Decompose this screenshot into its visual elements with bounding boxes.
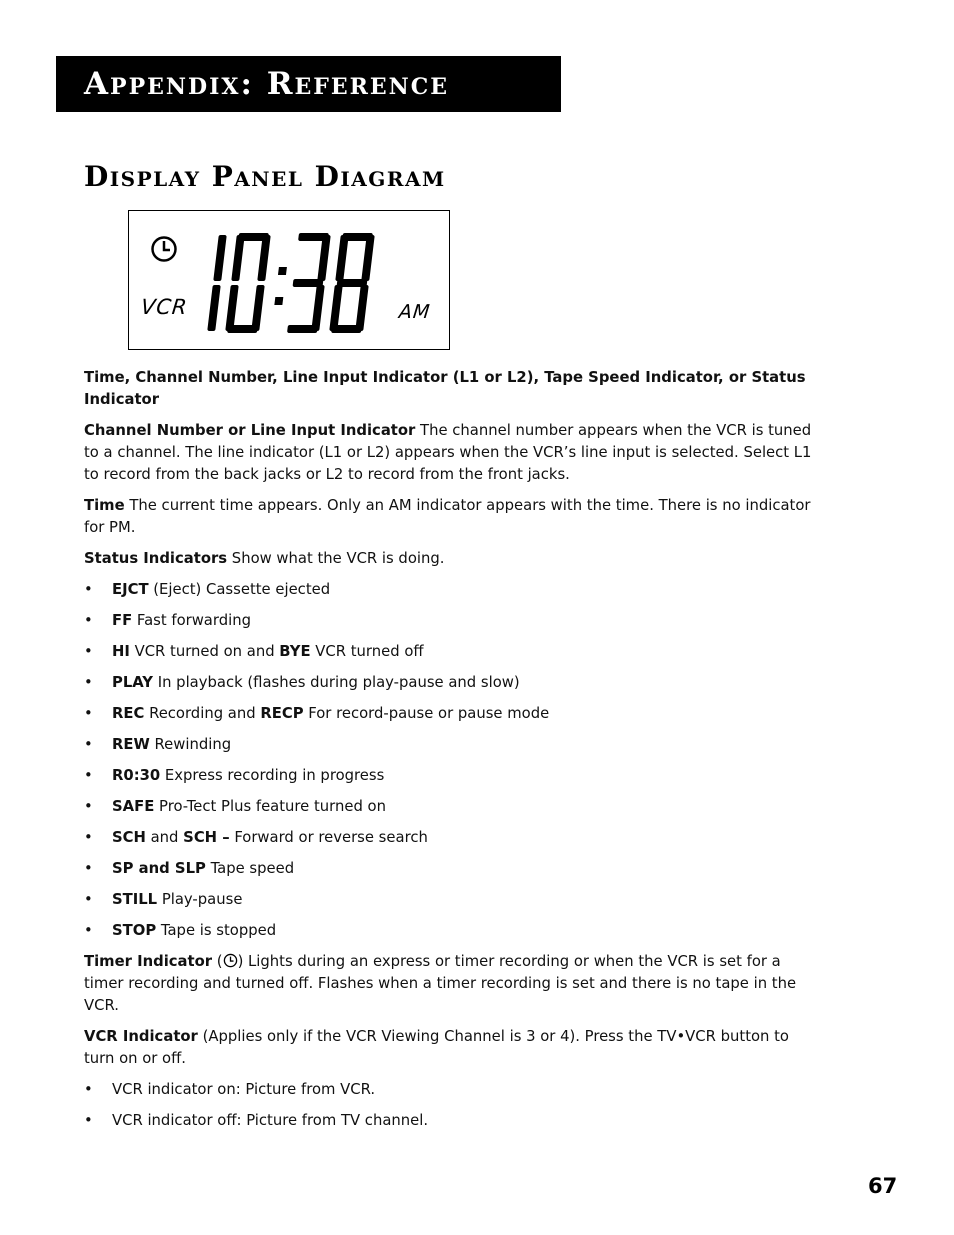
- content: [84, 367, 824, 1141]
- status-paragraph: Status Indicators Show what the VCR is doing.: [84, 550, 445, 567]
- header-title: Appendix: Reference: [84, 66, 450, 102]
- vcr-indicator-list: [84, 1079, 824, 1132]
- lcd-segment: [335, 235, 349, 281]
- list-item: • REW Rewinding: [84, 736, 232, 753]
- list-item: • PLAY In playback (flashes during play-pause and slow): [84, 674, 520, 691]
- lcd-segment: [329, 285, 343, 331]
- lcd-segment: [231, 235, 245, 281]
- vcr-indicator-term: VCR Indicator: [84, 1028, 198, 1045]
- list-item: • SAFE Pro-Tect Plus feature turned on: [84, 798, 386, 815]
- list-item: • STILL Play-pause: [84, 891, 243, 908]
- list-item: • VCR indicator off: Picture from TV channel.: [84, 1112, 429, 1129]
- status-list: [84, 579, 824, 942]
- list-item: • HI VCR turned on and BYE VCR turned off: [84, 643, 424, 660]
- channel-paragraph: Channel Number or Line Input Indicator The channel number appears when the VCR is tuned to a channel. The line indicator (L1 or L2) appears when the VCR’s line input is selected. Select L1 to record from the back jacks or L2 to record from the front jacks.: [84, 422, 812, 483]
- lcd-segment: [207, 285, 221, 331]
- section-title: Display Panel Diagram: [84, 160, 446, 193]
- clock-icon: [223, 953, 238, 968]
- list-item: • REC Recording and RECP For record-pause or pause mode: [84, 705, 550, 722]
- lcd-segment: [355, 285, 369, 331]
- lcd-segment: [213, 235, 227, 281]
- lcd-time-digits: [207, 233, 375, 333]
- lcd-segment: [337, 279, 368, 287]
- am-indicator-label: AM: [397, 301, 432, 323]
- list-item: • STOP Tape is stopped: [84, 922, 277, 939]
- list-item: • FF Fast forwarding: [84, 612, 251, 629]
- channel-term: Channel Number or Line Input Indicator: [84, 422, 416, 439]
- list-item: • SCH and SCH – Forward or reverse search: [84, 829, 428, 846]
- display-panel-diagram: [128, 210, 450, 350]
- vcr-indicator-label: VCR: [139, 295, 189, 319]
- list-item: • EJCT (Eject) Cassette ejected: [84, 581, 331, 598]
- list-item: • VCR indicator on: Picture from VCR.: [84, 1081, 376, 1098]
- lcd-segment: [225, 285, 239, 331]
- lcd-segment: [311, 285, 325, 331]
- list-item: • R0:30 Express recording in progress: [84, 767, 385, 784]
- timer-term: Timer Indicator: [84, 953, 213, 970]
- clock-icon: [153, 238, 176, 261]
- lcd-segment: [257, 235, 271, 281]
- lcd-segment: [287, 325, 318, 333]
- time-paragraph: Time The current time appears. Only an AM indicator appears with the time. There is no indicator for PM.: [84, 497, 811, 536]
- page-number: 67: [868, 1174, 898, 1198]
- status-term: Status Indicators: [84, 550, 228, 567]
- time-term: Time: [84, 497, 125, 514]
- lcd-colon: [274, 297, 283, 305]
- lcd-segment: [361, 235, 375, 281]
- lcd-display: [129, 211, 451, 351]
- intro-heading: Time, Channel Number, Line Input Indicator (L1 or L2), Tape Speed Indicator, or Status Indicator: [84, 369, 806, 408]
- timer-paragraph: Timer Indicator ( ) Lights during an express or timer recording or when the VCR is set for a timer recording and turned off. Flashes when a timer recording is set and there is no tape in the VCR.: [84, 953, 797, 1014]
- vcr-indicator-paragraph: VCR Indicator (Applies only if the VCR Viewing Channel is 3 or 4). Press the TV•VCR button to turn on or off.: [84, 1028, 789, 1067]
- lcd-colon: [278, 267, 287, 275]
- list-item: • SP and SLP Tape speed: [84, 860, 295, 877]
- lcd-segment: [317, 235, 331, 281]
- header-bar: [56, 56, 561, 112]
- lcd-segment: [251, 285, 265, 331]
